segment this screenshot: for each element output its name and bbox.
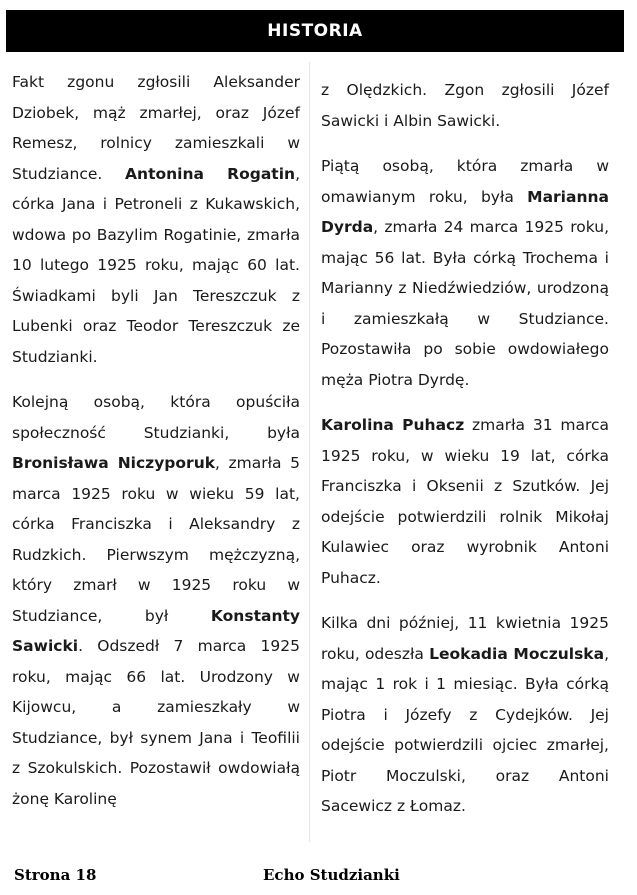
text-run: Kilka dni później, 11 kwietnia 1925 roku, odeszła bbox=[321, 614, 609, 663]
person-name: Marianna Dyrda bbox=[321, 187, 609, 236]
publication-name: Echo Studzianki bbox=[263, 866, 400, 884]
paragraph bbox=[321, 608, 609, 822]
section-header bbox=[6, 10, 624, 52]
person-name: Antonina Rogatin bbox=[125, 164, 296, 183]
paragraph bbox=[12, 67, 300, 372]
page-number: Strona 18 bbox=[14, 866, 97, 884]
text-run: , zmarła 24 marca 1925 roku, mając 56 lat. Była córką Trochema i Marianny z Niedźwiedziów, urodzoną i zamieszkałą w Studziance. Pozostawiła po sobie owdowiałego męża Piotra Dyrdę. bbox=[321, 218, 609, 389]
paragraph bbox=[321, 151, 609, 395]
right-column bbox=[321, 75, 609, 837]
text-run: , zmarła 5 marca 1925 roku w wieku 59 lat, córka Franciszka i Aleksandry z Rudzkich. Pierwszym mężczyzną, który zmarł w 1925 roku w Studziance, był bbox=[12, 454, 300, 625]
column-divider bbox=[309, 62, 310, 842]
paragraph-continuation: z Olędzkich. Zgon zgłosili Józef Sawicki i Albin Sawicki. bbox=[321, 81, 609, 130]
text-run: , mając 1 rok i 1 miesiąc. Była córką Piotra i Józefy z Cydejków. Jej odejście potwierdzili ojciec zmarłej, Piotr Moczulski, oraz Antoni Sacewicz z Łomaz. bbox=[321, 644, 609, 815]
paragraph bbox=[321, 410, 609, 593]
text-run: , córka Jana i Petroneli z Kukawskich, wdowa po Bazylim Rogatinie, zmarła 10 lutego 1925 roku, mając 60 lat. Świadkami byli Jan Tereszczuk z Lubenki oraz Teodor Tereszczuk ze Studzianki. bbox=[12, 164, 300, 366]
text-run: Piątą osobą, która zmarła w omawianym roku, była bbox=[321, 157, 609, 206]
person-name: Leokadia Moczulska bbox=[429, 644, 605, 663]
person-name: Karolina Puhacz bbox=[321, 416, 465, 434]
text-run: Kolejną osobą, która opuściła społeczność Studzianki, była bbox=[12, 393, 300, 442]
person-name: Bronisława Niczyporuk bbox=[12, 454, 216, 472]
text-run: Fakt zgonu zgłosili Aleksander Dziobek, mąż zmarłej, oraz Józef Remesz, rolnicy zamieszkali w Studziance. bbox=[12, 73, 300, 183]
paragraph bbox=[12, 387, 300, 814]
person-name: Konstanty Sawicki bbox=[12, 606, 300, 655]
text-run: zmarła 31 marca 1925 roku, w wieku 19 lat, córka Franciszka i Oksenii z Szutków. Jej odejście potwierdzili rolnik Mikołaj Kulawiec oraz wyrobnik Antoni Puhacz. bbox=[321, 416, 609, 587]
left-column bbox=[12, 67, 300, 829]
section-title: HISTORIA bbox=[267, 21, 363, 41]
text-run: . Odszedł 7 marca 1925 roku, mając 66 lat. Urodzony w Kijowcu, a zamieszkały w Studziance, był synem Jana i Teofilii z Szokulskich. Pozostawił owdowiałą żonę Karolinę bbox=[12, 637, 300, 808]
